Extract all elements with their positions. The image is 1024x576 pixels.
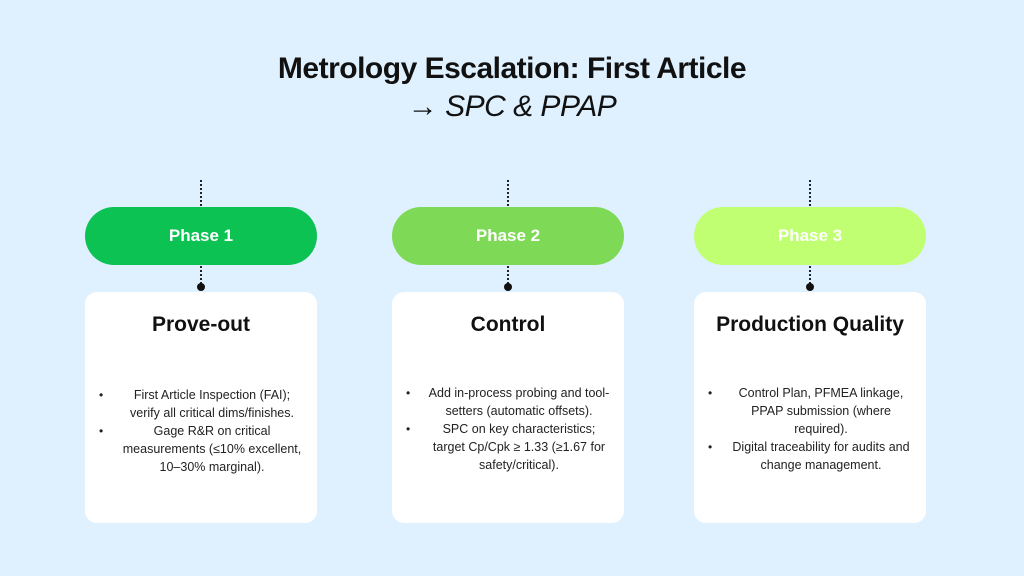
list-item: • Add in-process probing and tool-setters (automatic offsets). — [406, 386, 610, 418]
connector-dot — [504, 283, 512, 291]
phase-label: Phase 2 — [475, 226, 541, 245]
bullet-icon: • — [708, 440, 713, 454]
connector-dotted-top — [507, 180, 509, 206]
phase-label: Phase 1 — [168, 226, 234, 245]
card-title: Prove-out — [151, 313, 250, 336]
connector-dotted-top — [809, 180, 811, 206]
phase-pill-2 — [392, 207, 624, 265]
phase-pill-1 — [85, 207, 317, 265]
phase-column-3 — [694, 0, 926, 576]
phase-label: Phase 3 — [777, 226, 843, 245]
bullet-icon: • — [99, 388, 104, 402]
phase-column-1 — [85, 0, 317, 576]
connector-dotted-top — [200, 180, 202, 206]
connector-dotted-mid — [200, 266, 202, 284]
list-item: • SPC on key characteristics; target Cp/Cpk ≥ 1.33 (≥1.67 for safety/critical). — [406, 422, 606, 472]
bullet-icon: • — [99, 424, 104, 438]
phase-pill-3 — [694, 207, 926, 265]
connector-dotted-mid — [507, 266, 509, 284]
title-line-2: → SPC & PPAP — [407, 90, 617, 123]
connector-dot — [806, 283, 814, 291]
list-item: • Digital traceability for audits and change management. — [708, 440, 910, 472]
connector-dotted-mid — [809, 266, 811, 284]
phase-card-3 — [694, 292, 926, 523]
title-line-1: Metrology Escalation: First Article — [277, 52, 747, 85]
bullet-icon: • — [406, 422, 411, 436]
card-title: Control — [470, 313, 546, 336]
connector-dot — [197, 283, 205, 291]
phase-card-1 — [85, 292, 317, 523]
bullet-list — [406, 384, 610, 474]
bullet-list — [708, 384, 912, 474]
phase-column-2 — [392, 0, 624, 576]
card-title: Production Quality — [716, 313, 904, 336]
list-item: • First Article Inspection (FAI); verify all critical dims/finishes. — [99, 388, 294, 420]
phase-card-2 — [392, 292, 624, 523]
list-item: • Control Plan, PFMEA linkage, PPAP submission (where required). — [708, 386, 904, 436]
bullet-icon: • — [708, 386, 713, 400]
bullet-icon: • — [406, 386, 411, 400]
list-item: • Gage R&R on critical measurements (≤10% excellent, 10–30% marginal). — [99, 424, 302, 474]
bullet-list — [99, 386, 303, 476]
